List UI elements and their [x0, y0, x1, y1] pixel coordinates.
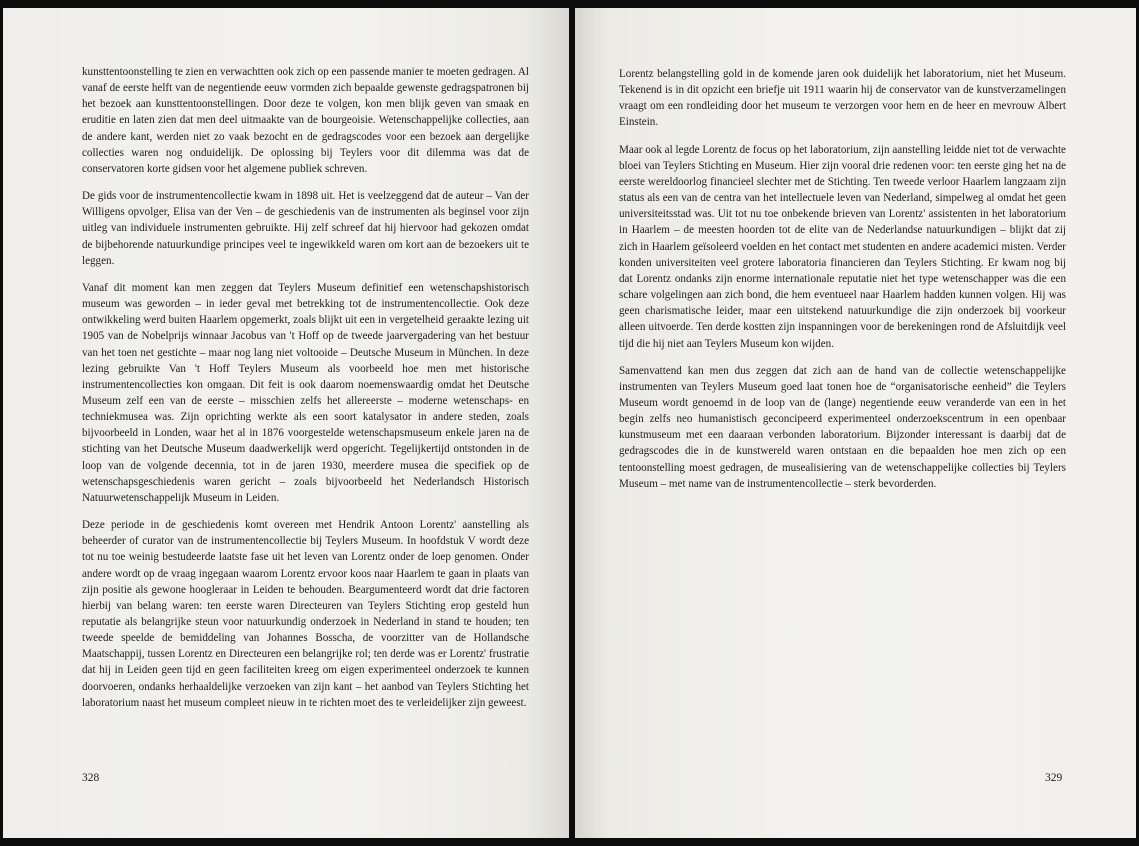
- page-number: 328: [82, 772, 100, 784]
- left-page-text: [82, 64, 529, 722]
- paragraph: Maar ook al legde Lorentz de focus op het laboratorium, zijn aanstelling leidde niet tot de verwachte bloei van Teylers Stichting en Museum. Hier zijn vooral drie redenen voor: ten eerste ging het na de eerste wereldoorlog financieel slechter met de Stichting. Ten tweede verloor Haarlem langzaam zijn status als een van de centra van het intellectuele leven van Nederland, simpelweg al omdat het geen universiteitsstad was. Uit tot nu toe onbekende brieven van Lorentz' assistenten in het laboratorium in Haarlem – de meesten hoorden tot de elite van de Nederlandse natuurkundigen – blijkt dat zij zich in Haarlem geïsoleerd voelden en het contact met studenten en andere academici misten. Verder konden universiteiten veel grotere laboratoria financieren dan Teylers Stichting. Er kwam nog bij dat Lorentz ondanks zijn enorme internationale reputatie niet het type wetenschapper was die een schare volgelingen aan zich bond, die hem eventueel naar Haarlem hadden kunnen volgen. Hij was geen charismatische leider, maar een uitstekend natuurkundige die zijn onderzoek bij voorkeur alleen uitvoerde. Ten derde kostten zijn inspanningen voor de berekeningen rond de Afsluitdijk veel tijd die hij niet aan Teylers Museum kon wijden.: [619, 143, 1066, 350]
- right-page: [575, 8, 1136, 838]
- right-page-text: [619, 66, 1066, 503]
- page-number: 329: [1045, 772, 1063, 784]
- paragraph: Vanaf dit moment kan men zeggen dat Teylers Museum definitief een wetenschapshistorisch museum was geworden – in ieder geval met betrekking tot de instrumentencollectie. Ook deze ontwikkeling werd buiten Haarlem opgemerkt, zoals blijkt uit een in vergetelheid geraakte lezing uit 1905 van de Nobelprijs winnaar Jacobus van 't Hoff op de tweede jaarvergadering van het bestuur van het toen net gestichte – maar nog lang niet voltooide – Deutsche Museum in München. In deze lezing gebruikte Van 't Hoff Teylers Museum als voorbeeld hoe men met historische instrumentencollecties kon omgaan. Dit feit is ook daarom noemenswaardig omdat het Deutsche Museum zelf een van de eerste – misschien zelfs het allereerste – moderne wetenschaps- en techniekmusea was. Zijn oprichting werkte als een soort katalysator in andere steden, zoals bijvoorbeeld in Londen, waar het al in 1876 voorgestelde wetenschapsmuseum enkele jaren na de stichting van het Deutsche Museum daadwerkelijk werd opgericht. Tegelijkertijd ontstonden in de loop van de volgende decennia, tot in de jaren 1930, meerdere musea die specifiek op de wetenschapsgeschiedenis waren gericht – zoals bijvoorbeeld het Nederlandsch Historisch Natuurwetenschappelijk Museum in Leiden.: [82, 281, 529, 504]
- paragraph: kunsttentoonstelling te zien en verwachtten ook zich op een passende manier te moeten gedragen. Al vanaf de eerste helft van de negentiende eeuw vormden zich bepaalde gewenste gedragspatronen bij het bezoek aan kunsttentoonstellingen. Door deze te volgen, kon men blijk geven van smaak en eruditie en laten zien dat men deel uitmaakte van de bourgeoisie. Wetenschappelijke collecties, aan de andere kant, werden niet zo vaak bezocht en de gedragscodes voor een bezoek aan dergelijke collecties waren nog onduidelijk. De oplossing bij Teylers voor dit dilemma was dat de conservatoren korte gidsen voor het algemene publiek schreven.: [82, 66, 529, 175]
- paragraph: Deze periode in de geschiedenis komt overeen met Hendrik Antoon Lorentz' aanstelling als beheerder of curator van de instrumentencollectie bij Teylers Museum. In hoofdstuk V wordt deze tot nu toe weinig bestudeerde laatste fase uit het leven van Lorentz onder de loep genomen. Onder andere wordt op de vraag ingegaan waarom Lorentz ervoor koos naar Haarlem te gaan in plaats van zijn positie als gewone hoogleraar in Leiden te behouden. Beargumenteerd wordt dat drie factoren hierbij van belang waren: ten eerste waren Directeuren van Teylers Stichting erop gesteld hun reputatie als belangrijke steun voor natuurkundig onderzoek in Nederland in stand te houden; ten tweede speelde de bemiddeling van Johannes Bosscha, de voorzitter van de Hollandsche Maatschappij, tussen Lorentz en Directeuren een belangrijke rol; ten derde was er Lorentz' frustratie dat hij in Leiden geen tijd en geen faciliteiten kreeg om eigen experimenteel onderzoek te kunnen doorvoeren, ondanks herhaaldelijke verzoeken van zijn kant – het aanbod van Teylers Stichting het laboratorium naast het museum compleet nieuw in te richten moet des te verleidelijker zijn geweest.: [82, 519, 529, 709]
- paragraph: De gids voor de instrumentencollectie kwam in 1898 uit. Het is veelzeggend dat de auteur – Van der Willigens opvolger, Elisa van der Ven – de geschiedenis van de instrumenten als beginsel voor zijn uitleg van individuele instrumenten gebruikte. Hij zelf schreef dat hij hiervoor had gekozen omdat de bijbehorende natuurkundige principes veel te ingewikkeld waren om kort aan de bezoekers uit te leggen.: [82, 190, 529, 267]
- paragraph: Samenvattend kan men dus zeggen dat zich aan de hand van de collectie wetenschappelijke instrumenten van Teylers Museum goed laat tonen hoe de “organisatorische eenheid” die Teylers Museum wordt genoemd in de loop van de (lange) negentiende eeuw veranderde van een in het begin zelfs neo humanistisch geconcipeerd experimenteel onderzoekscentrum in een openbaar kunstmuseum met een daaraan verbonden laboratorium. Bijzonder interessant is daarbij dat de gedragscodes die in de kunstwereld waren ontstaan en die bepaalden hoe men zich op een tentoonstelling moest gedragen, de musealisiering van de wetenschappelijke collecties bij Teylers Museum – met name van de instrumentencollectie – sterk bevorderden.: [619, 364, 1066, 490]
- paragraph: Lorentz belangstelling gold in de komende jaren ook duidelijk het laboratorium, niet het Museum. Tekenend is in dit opzicht een briefje uit 1911 waarin hij de conservator van de kunstverzamelingen vraagt om een rondleiding door het museum te verzorgen voor hem en de heer en mevrouw Albert Einstein.: [619, 68, 1066, 129]
- left-page: [3, 8, 569, 838]
